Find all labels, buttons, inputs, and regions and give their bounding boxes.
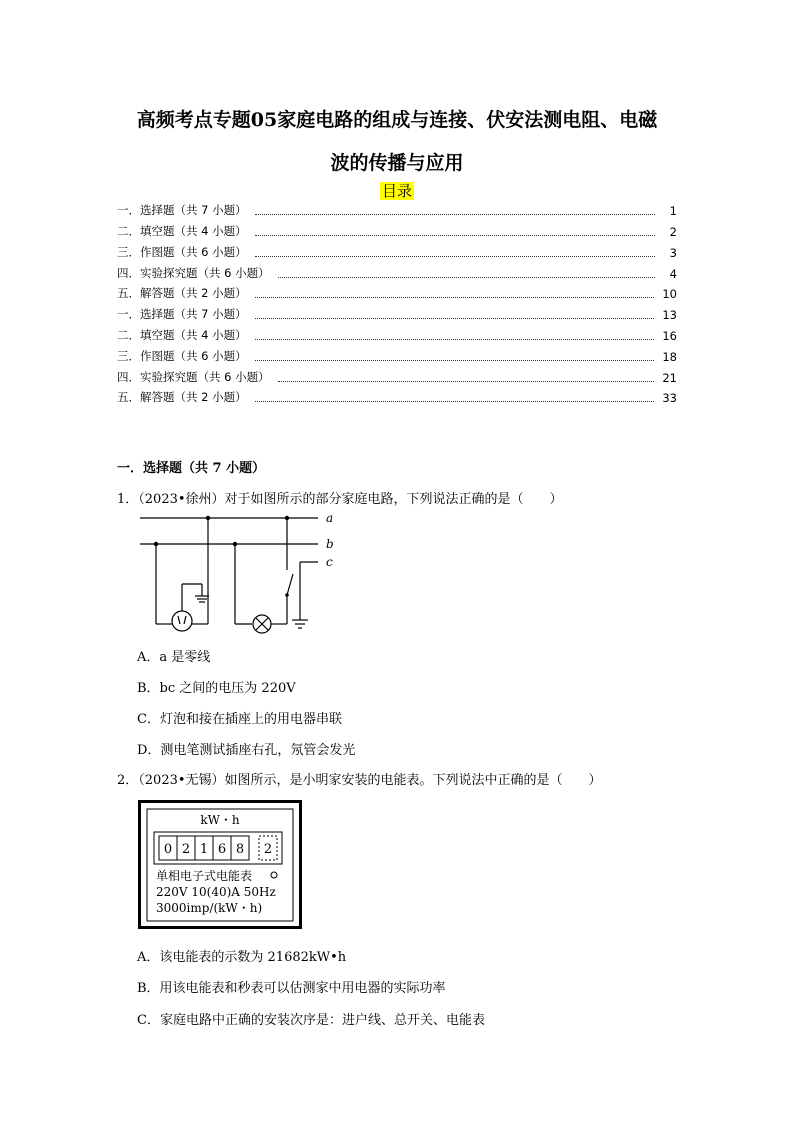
toc-leader-dots [255, 297, 655, 298]
toc-entry-label: 四．实验探究题（共 6 小题） [117, 266, 270, 280]
meter-indicator-light [271, 872, 277, 878]
meter-digit: 2 [181, 842, 191, 857]
toc-entry[interactable] [117, 306, 677, 322]
toc-entry-page: 10 [662, 287, 677, 301]
toc-entry-page: 1 [669, 204, 677, 218]
toc-entry-page: 2 [669, 225, 677, 239]
meter-constant: 3000imp/(kW・h) [156, 901, 263, 915]
toc-entry[interactable] [117, 223, 677, 239]
toc-entry-label: 二．填空题（共 4 小题） [117, 328, 247, 342]
meter-unit: kW・h [200, 813, 240, 827]
wire-label-c: c [326, 555, 333, 569]
toc-entry[interactable] [117, 265, 677, 281]
meter-rating: 220V 10(40)A 50Hz [156, 885, 276, 899]
toc-entry[interactable] [117, 369, 677, 385]
meter-digit: 8 [235, 842, 245, 857]
toc-entry-label: 二．填空题（共 4 小题） [117, 224, 247, 238]
toc-entry[interactable] [117, 389, 677, 405]
toc-entry[interactable] [117, 285, 677, 301]
toc-entry-label: 一．选择题（共 7 小题） [117, 307, 247, 321]
toc-entry[interactable] [117, 327, 677, 343]
toc-entry-label: 四．实验探究题（共 6 小题） [117, 370, 270, 384]
section-heading: 一．选择题（共 7 小题） [117, 461, 266, 476]
toc-entry-page: 21 [662, 371, 677, 385]
wire-label-a: a [326, 511, 334, 525]
toc-entry-label: 一．选择题（共 7 小题） [117, 203, 247, 217]
question-2-stem: 2．（2023•无锡）如图所示，是小明家安装的电能表。下列说法中正确的是（ ） [117, 773, 602, 788]
toc-heading [0, 180, 794, 201]
toc-entry[interactable] [117, 202, 677, 218]
toc-leader-dots [255, 339, 655, 340]
toc-leader-dots [255, 256, 655, 257]
toc-leader-dots [255, 318, 655, 319]
q1-option-a[interactable]: A．a 是零线 [137, 650, 211, 665]
toc-leader-dots [255, 360, 655, 361]
toc-entry[interactable] [117, 348, 677, 364]
document-title-line2: 波的传播与应用 [330, 152, 464, 174]
q1-option-d[interactable]: D．测电笔测试插座右孔，氖管会发光 [137, 743, 356, 758]
toc-leader-dots [255, 401, 655, 402]
toc-entry-page: 16 [662, 329, 677, 343]
meter-digit: 6 [217, 842, 227, 857]
question-1-stem: 1．（2023•徐州）对于如图所示的部分家庭电路，下列说法正确的是（ ） [117, 492, 563, 507]
electric-meter-figure [138, 800, 302, 930]
q2-option-b[interactable]: B．用该电能表和秒表可以估测家中用电器的实际功率 [137, 981, 446, 996]
q2-option-a[interactable]: A．该电能表的示数为 21682kW•h [137, 950, 347, 965]
toc-leader-dots [255, 235, 655, 236]
toc-leader-dots [255, 214, 655, 215]
toc-entry-label: 五．解答题（共 2 小题） [117, 286, 247, 300]
document-title-line1: 高频考点专题05家庭电路的组成与连接、伏安法测电阻、电磁 [136, 109, 658, 131]
toc-heading-label: 目录 [381, 182, 412, 200]
meter-decimal-digit: 2 [263, 842, 273, 857]
meter-name: 单相电子式电能表 [156, 869, 253, 883]
q1-option-c[interactable]: C．灯泡和接在插座上的用电器串联 [137, 712, 342, 727]
toc-entry-page: 18 [662, 350, 677, 364]
toc-entry-label: 五．解答题（共 2 小题） [117, 390, 247, 404]
toc-leader-dots [278, 381, 655, 382]
toc-leader-dots [278, 277, 655, 278]
toc-entry-page: 33 [662, 391, 677, 405]
q1-option-b[interactable]: B．bc 之间的电压为 220V [137, 681, 296, 696]
meter-digit: 0 [163, 842, 173, 857]
q2-option-c[interactable]: C．家庭电路中正确的安装次序是：进户线、总开关、电能表 [137, 1013, 485, 1028]
toc-entry-page: 13 [662, 308, 677, 322]
household-circuit-diagram [130, 508, 350, 638]
wire-label-b: b [326, 537, 334, 551]
toc-entry-label: 三．作图题（共 6 小题） [117, 349, 247, 363]
toc-entry-page: 3 [669, 246, 677, 260]
toc-entry[interactable] [117, 244, 677, 260]
toc-entry-label: 三．作图题（共 6 小题） [117, 245, 247, 259]
toc-entry-page: 4 [669, 267, 677, 281]
meter-digit: 1 [199, 842, 209, 857]
